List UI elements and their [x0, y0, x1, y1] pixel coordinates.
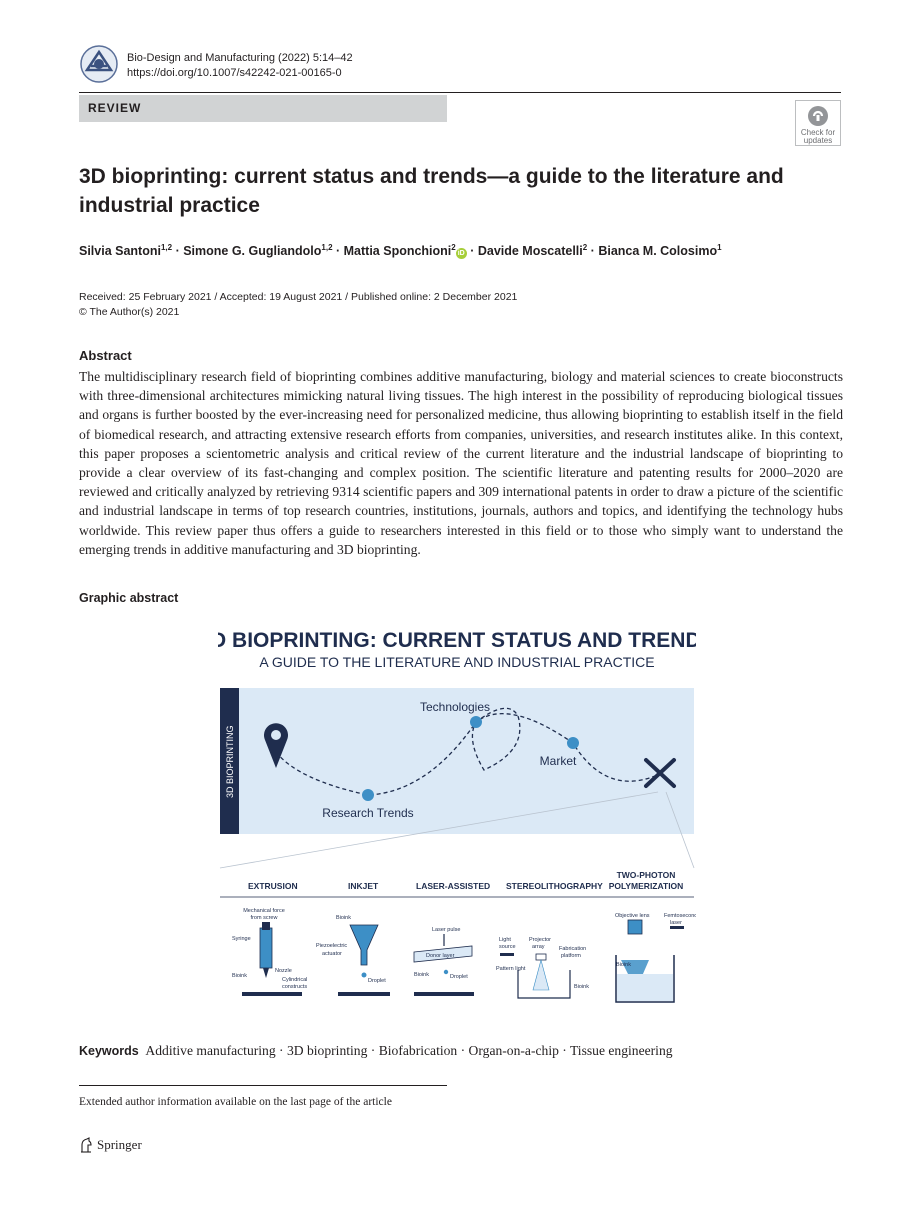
extrusion-label: Bioink: [232, 973, 247, 979]
stereolithography-diagram: [496, 937, 589, 998]
tech-label-stereolithography: STEREOLITHOGRAPHY: [506, 881, 603, 891]
laser-diagram: [414, 927, 474, 996]
author-name[interactable]: Simone G. Gugliandolo: [183, 244, 322, 259]
springer-horse-icon: [79, 1137, 93, 1153]
author-list: Silvia Santoni$^{1,2}$ · Simone G. Gugliandolo$^{1,2}$ · Mattia Sponchioni$^2$iD · Davide Moscatelli$^2$ · Bianca M. Colosimo$^1$: [79, 243, 722, 259]
header-rule: [79, 92, 841, 93]
tech-label-two-photon: TWO-PHOTON: [616, 870, 676, 880]
keywords: [79, 1043, 673, 1059]
stereo-label: Fabrication: [559, 946, 587, 952]
inkjet-label: actuator: [322, 951, 342, 957]
graphic-abstract-figure: [218, 620, 696, 1010]
extrusion-label: Cylindrical: [282, 977, 308, 983]
laser-label: Laser pulse: [432, 927, 461, 933]
author-name[interactable]: Mattia Sponchioni: [343, 244, 452, 259]
extrusion-label: Mechanical force: [243, 908, 285, 914]
stereo-label: Pattern light: [496, 966, 526, 972]
laser-label: Droplet: [450, 974, 468, 980]
tech-label-extrusion: EXTRUSION: [248, 881, 298, 891]
stereo-label: Light: [499, 937, 511, 943]
author-affiliation: 1: [717, 243, 722, 252]
extrusion-label: Syringe: [232, 936, 251, 942]
author-name[interactable]: Silvia Santoni: [79, 244, 161, 259]
waypoint-label: Technologies: [419, 700, 491, 714]
tech-label-polymerization: POLYMERIZATION: [608, 881, 684, 891]
figure-subtitle: A GUIDE TO THE LITERATURE AND INDUSTRIAL PRACTICE: [259, 654, 655, 670]
waypoint-research-trends: [362, 789, 374, 801]
inkjet-diagram: [316, 915, 390, 996]
footnote-rule: [79, 1085, 447, 1086]
check-for-updates-badge[interactable]: [795, 100, 841, 146]
abstract-heading: Abstract: [79, 348, 132, 363]
two-photon-diagram: [615, 913, 696, 1002]
twophoton-label: Femtosecond: [664, 913, 696, 919]
stereo-label: array: [532, 944, 545, 950]
check-updates-line2: updates: [803, 136, 833, 145]
stereo-label: Bioink: [574, 984, 589, 990]
stereo-label: platform: [561, 953, 581, 959]
check-updates-icon: [807, 105, 829, 127]
twophoton-label: Bioink: [616, 962, 631, 968]
history-dates: Received: 25 February 2021 / Accepted: 19 August 2021 / Published online: 2 December 2021: [79, 291, 518, 303]
copyright-line: © The Author(s) 2021: [79, 306, 180, 318]
extrusion-diagram: [232, 908, 307, 996]
twophoton-label: laser: [670, 920, 682, 926]
publisher-name: Springer: [97, 1137, 142, 1152]
stereo-label: Projector: [529, 937, 552, 943]
laser-label: Bioink: [414, 972, 429, 978]
waypoint-market: [567, 737, 579, 749]
figure-title: 3D BIOPRINTING: CURRENT STATUS AND TRENDS: [218, 629, 696, 652]
abstract-text: The multidisciplinary research field of bioprinting combines additive manufacturing, biology and material sciences to create bioconstructs with three-dimensional architectures mimicking natural living tissues. The high interest in the possibility of reproducing biological tissues and organs is further boosted by the ever-increasing need for personalized medicine, thus allowing bioprinting to establish itself in the field of biomedical research, and attracting extensive research efforts from companies, universities, and research institutes alike. In this context, this paper proposes a scientometric analysis and critical review of the current literature and the industrial landscape of bioprinting to provide a clear overview of its fast-changing and complex position. The scientific literature and patenting results for 2000–2020 are reviewed and critically analyzed by retrieving 9314 scientific papers and 309 international patents in order to draw a picture of the scientific and industrial landscape in terms of top research countries, institutions, journals, authors and topics, and identifying the technology hubs worldwide. This review paper thus offers a guide to researchers interested in this field or to those who simply want to understand the emerging trends in additive manufacturing and 3D bioprinting.: [79, 369, 843, 557]
graphic-abstract-heading: Graphic abstract: [79, 591, 179, 605]
author-name[interactable]: Davide Moscatelli: [477, 244, 583, 259]
tech-label-inkjet: INKJET: [348, 881, 379, 891]
keywords-list: Additive manufacturing · 3D bioprinting · Biofabrication · Organ-on-a-chip · Tissue engineering: [145, 1043, 673, 1058]
waypoint-label: Research Trends: [322, 806, 414, 820]
extrusion-label: from screw: [250, 915, 278, 921]
waypoint-label: Market: [539, 754, 577, 768]
inkjet-label: Droplet: [368, 978, 386, 984]
article-title: 3D bioprinting: current status and trends—a guide to the literature and industrial practice: [79, 165, 784, 217]
doi-link[interactable]: https://doi.org/10.1007/s42242-021-00165-0: [127, 67, 342, 79]
journal-logo: [79, 44, 119, 84]
extrusion-label: constructs: [282, 984, 308, 990]
publication-dates: [79, 290, 517, 320]
inkjet-label: Bioink: [336, 915, 351, 921]
check-updates-line1: Check for: [800, 128, 836, 137]
roadmap-side-label: 3D BIOPRINTING: [225, 725, 235, 798]
author-affiliation: 2: [582, 243, 588, 252]
waypoint-technologies: [470, 716, 482, 728]
laser-label: Donor layer: [426, 953, 455, 959]
tech-label-laser: LASER-ASSISTED: [416, 881, 491, 891]
author-affiliation: 1,2: [321, 243, 333, 252]
author-affiliation: 1,2: [160, 243, 173, 252]
stereo-label: source: [499, 944, 516, 950]
twophoton-label: Objective lens: [615, 913, 650, 919]
author-affiliation: 2: [451, 243, 456, 252]
journal-name: Bio-Design and Manufacturing (2022) 5:14–42: [127, 52, 353, 64]
inkjet-label: Piezoelectric: [316, 943, 348, 949]
keywords-heading: Keywords: [79, 1044, 139, 1058]
footnote: Extended author information available on the last page of the article: [79, 1096, 392, 1108]
extrusion-label: Nozzle: [275, 968, 292, 974]
journal-citation: [127, 51, 353, 81]
orcid-icon[interactable]: iD: [457, 250, 465, 258]
section-label: REVIEW: [88, 101, 142, 115]
author-name[interactable]: Bianca M. Colosimo: [598, 244, 718, 259]
publisher-mark: [79, 1137, 142, 1153]
